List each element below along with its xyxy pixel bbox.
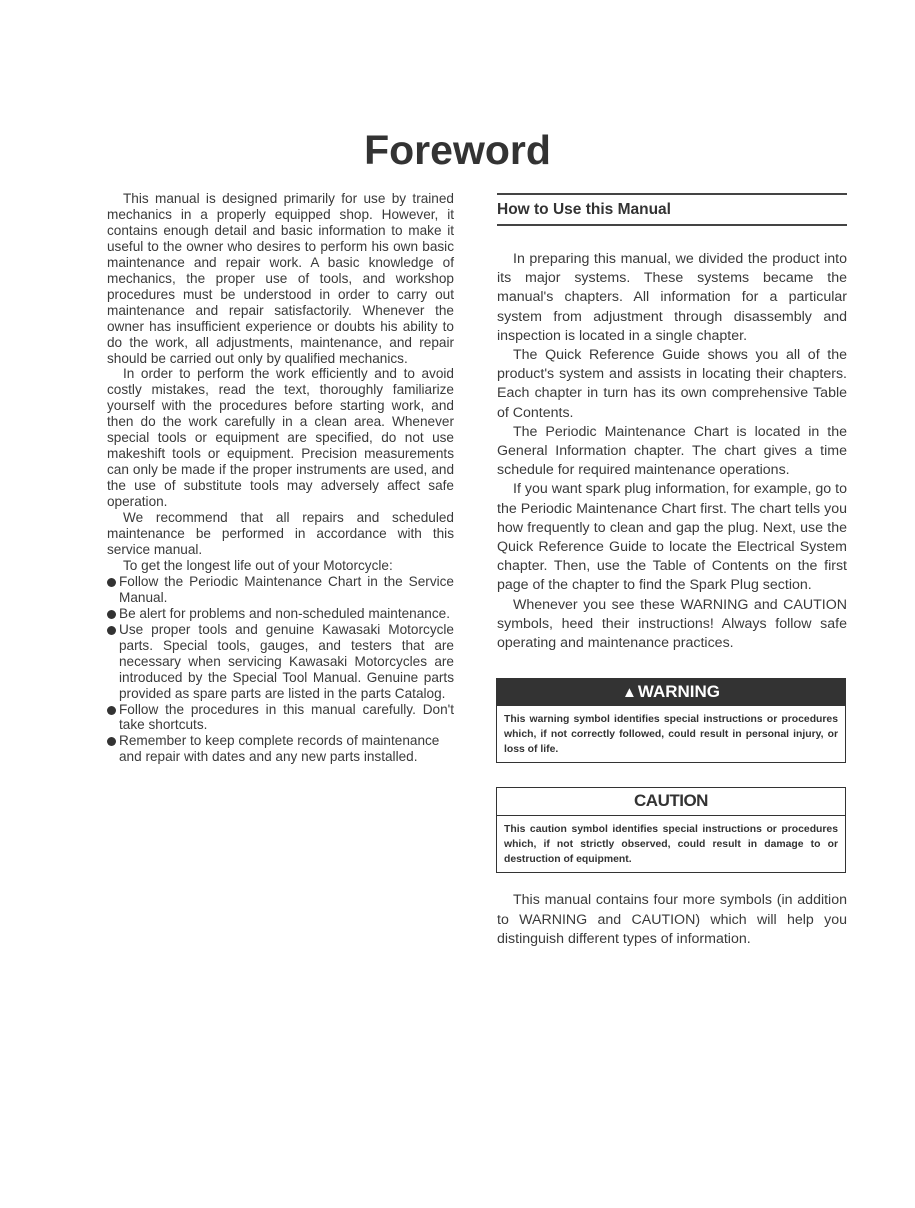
list-item: Follow the Periodic Maintenance Chart in the Service Manual. (107, 574, 454, 606)
tips-list (107, 574, 454, 765)
bullet-icon (107, 737, 116, 746)
warning-text: This warning symbol identifies special instructions or procedures which, if not correctly followed, could result in personal injury, or loss of life. (504, 714, 838, 755)
bullet-icon (107, 626, 116, 635)
caution-text: This caution symbol identifies special instructions or procedures which, if not strictly observed, could result in damage to or destruction of equipment. (504, 824, 838, 865)
intro-paragraph: This manual is designed primarily for use by trained mechanics in a properly equipped shop. However, it contains enough detail and basic information to make it useful to the owner who desires to perform his own basic maintenance and repair work. A basic knowledge of mechanics, the proper use of tools, and workshop procedures must be understood in order to carry out maintenance and repair satisfactorily. Whenever the owner has insufficient experience or doubts his ability to do the work, all adjustments, maintenance, and repair should be carried out only by qualified mechanics. (107, 191, 454, 366)
how-to-paragraph: Whenever you see these WARNING and CAUTION symbols, heed their instructions! Always follow safe operating and maintenance practices. (497, 596, 847, 652)
caution-header: CAUTION (497, 788, 845, 816)
closing-paragraph: This manual contains four more symbols (in addition to WARNING and CAUTION) which will help you distinguish different types of information. (497, 892, 847, 947)
bullet-icon (107, 578, 116, 587)
how-to-paragraph: The Periodic Maintenance Chart is located in the General Information chapter. The chart gives a time schedule for required maintenance operations. (497, 423, 847, 479)
left-column (107, 191, 454, 765)
warning-box (496, 678, 846, 763)
list-item: Be alert for problems and non-scheduled maintenance. (107, 606, 454, 622)
section-heading: How to Use this Manual (497, 193, 847, 226)
warning-triangle-icon: ▲ (621, 684, 637, 701)
how-to-paragraph: If you want spark plug information, for example, go to the Periodic Maintenance Chart first. The chart tells you how frequently to clean and gap the plug. Next, use the Quick Reference Guide to locate the Electrical System chapter. Then, use the Table of Contents on the first page of the chapter to find the Spark Plug section. (497, 481, 847, 594)
how-to-paragraph: In preparing this manual, we divided the product into its major systems. These systems became the manual's chapters. All information for a particular system from adjustment through disassembly and inspection is located in a single chapter. (497, 250, 847, 344)
recommendation-paragraph: We recommend that all repairs and scheduled maintenance be performed in accordance with this service manual. (107, 510, 454, 557)
page-title: Foreword (364, 127, 551, 174)
bullet-icon (107, 610, 116, 619)
warning-label: WARNING (637, 682, 721, 701)
warning-header (497, 679, 845, 706)
longest-life-lead: To get the longest life out of your Motorcycle: (123, 557, 393, 573)
closing-note (497, 891, 847, 950)
how-to-paragraph: The Quick Reference Guide shows you all of the product's system and assists in locating their chapters. Each chapter in turn has its own comprehensive Table of Contents. (497, 346, 847, 421)
right-column (497, 193, 847, 653)
procedure-paragraph: In order to perform the work efficiently and to avoid costly mistakes, read the text, thoroughly familiarize yourself with the procedures before starting work, and then do the work carefully in a clean area. Whenever special tools or equipment are specified, do not use makeshift tools or equipment. Precision measurements can only be made if the proper instruments are used, and the use of substitute tools may adversely affect safe operation. (107, 366, 454, 510)
bullet-icon (107, 706, 116, 715)
list-item: Remember to keep complete records of maintenance and repair with dates and any new parts installed. (107, 733, 454, 765)
list-item: Follow the procedures in this manual carefully. Don't take shortcuts. (107, 702, 454, 734)
list-item: Use proper tools and genuine Kawasaki Motorcycle parts. Special tools, gauges, and testers that are necessary when servicing Kawasaki Motorcycles are introduced by the Special Tool Manual. Genuine parts provided as spare parts are listed in the parts Catalog. (107, 622, 454, 702)
caution-box (496, 787, 846, 873)
